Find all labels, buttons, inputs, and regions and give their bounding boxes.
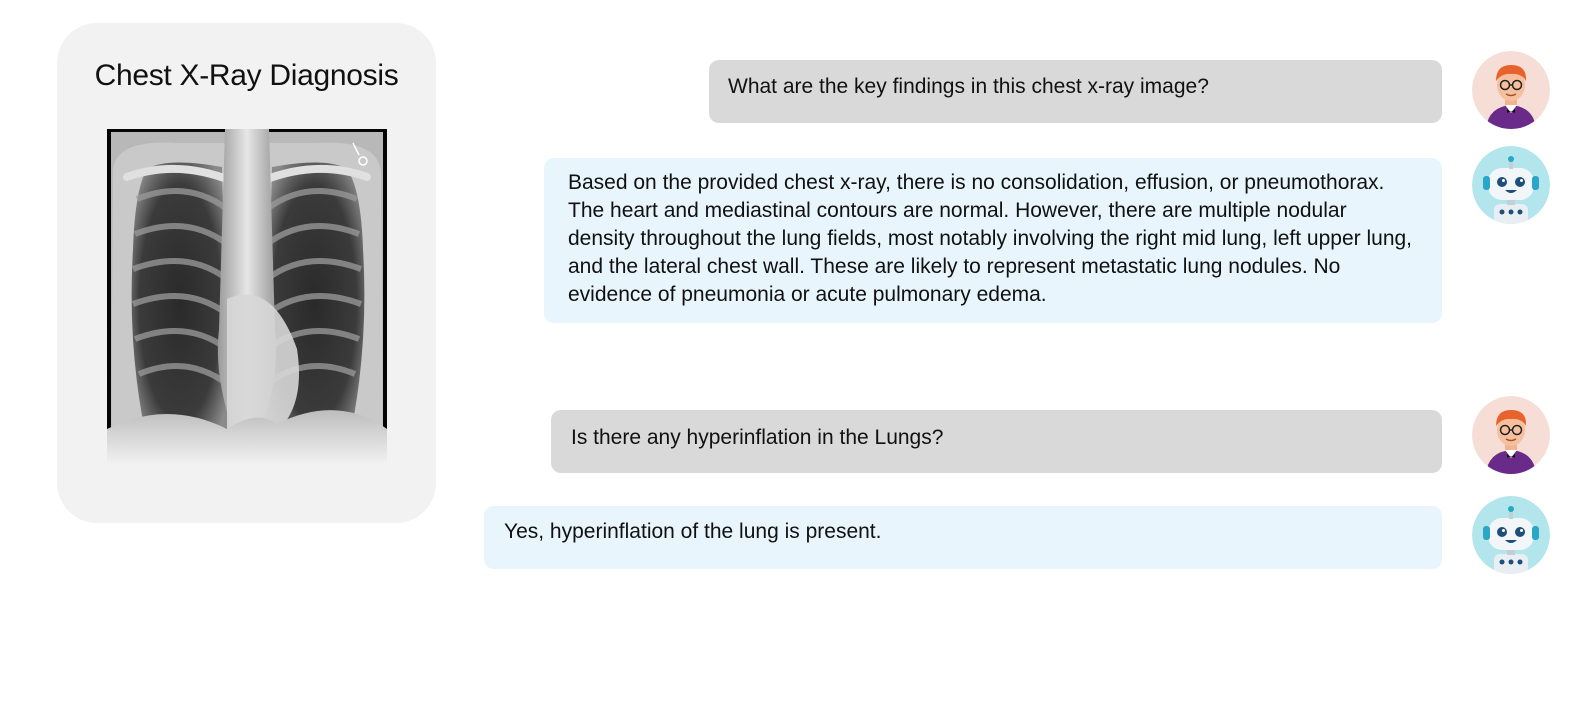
assistant-message: Yes, hyperinflation of the lung is present. (484, 506, 1442, 569)
human-avatar-icon (1472, 51, 1550, 129)
chest-xray-image (107, 129, 387, 465)
assistant-message: Based on the provided chest x-ray, there is no consolidation, effusion, or pneumothorax. The heart and mediastinal contours are normal. However, there are multiple nodular density throughout the lung fields, most notably involving the right mid lung, left upper lung, and the lateral chest wall. These are likely to represent metastatic lung nodules. No evidence of pneumonia or acute pulmonary edema. (544, 158, 1442, 323)
image-card (57, 23, 436, 523)
user-message: What are the key findings in this chest x-ray image? (709, 60, 1442, 123)
user-message: Is there any hyperinflation in the Lungs? (551, 410, 1442, 473)
robot-avatar-icon (1472, 146, 1550, 224)
robot-avatar-icon (1472, 496, 1550, 574)
card-title: Chest X-Ray Diagnosis (94, 59, 399, 92)
human-avatar-icon (1472, 396, 1550, 474)
